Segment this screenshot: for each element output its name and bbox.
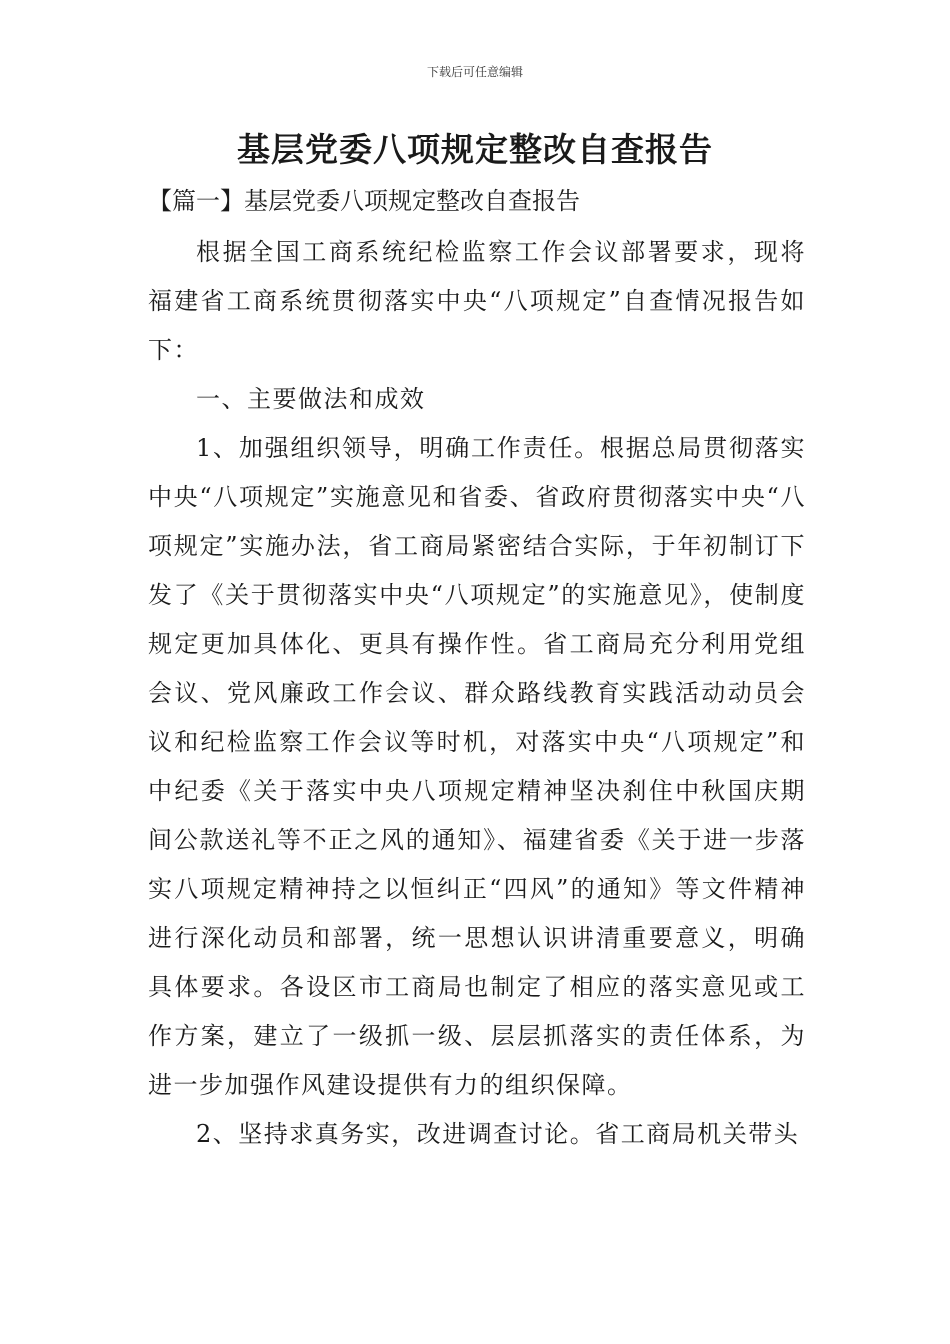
paragraph-intro: 根据全国工商系统纪检监察工作会议部署要求，现将福建省工商系统贯彻落实中央“八项规定”自查情况报告如下：: [148, 238, 806, 364]
paragraph-item-2: 2、坚持求真务实，改进调查讨论。省工商局机关带头: [196, 1120, 800, 1148]
paragraph-item-1: 1、加强组织领导，明确工作责任。根据总局贯彻落实中央“八项规定”实施意见和省委、省政府贯彻落实中央“八项规定”实施办法，省工商局紧密结合实际，于年初制订下发了《关于贯彻落实中央“八项规定”的实施意见》，使制度规定更加具体化、更具有操作性。省工商局充分利用党组会议、党风廉政工作会议、群众路线教育实践活动动员会议和纪检监察工作会议等时机，对落实中央“八项规定”和中纪委《关于落实中央八项规定精神坚决刹住中秋国庆期间公款送礼等不正之风的通知》、福建省委《关于进一步落实八项规定精神持之以恒纠正“四风”的通知》等文件精神进行深化动员和部署，统一思想认识讲清重要意义，明确具体要求。各设区市工商局也制定了相应的落实意见或工作方案，建立了一级抓一级、层层抓落实的责任体系，为进一步加强作风建设提供有力的组织保障。: [148, 434, 806, 1099]
document-title: 基层党委八项规定整改自查报告: [237, 130, 713, 169]
paragraph-heading-main-practices: 一、主要做法和成效: [196, 385, 426, 413]
section-heading: 【篇一】基层党委八项规定整改自查报告: [148, 187, 580, 215]
header-note: 下载后可任意编辑: [426, 65, 523, 79]
document-body: [148, 228, 806, 1159]
